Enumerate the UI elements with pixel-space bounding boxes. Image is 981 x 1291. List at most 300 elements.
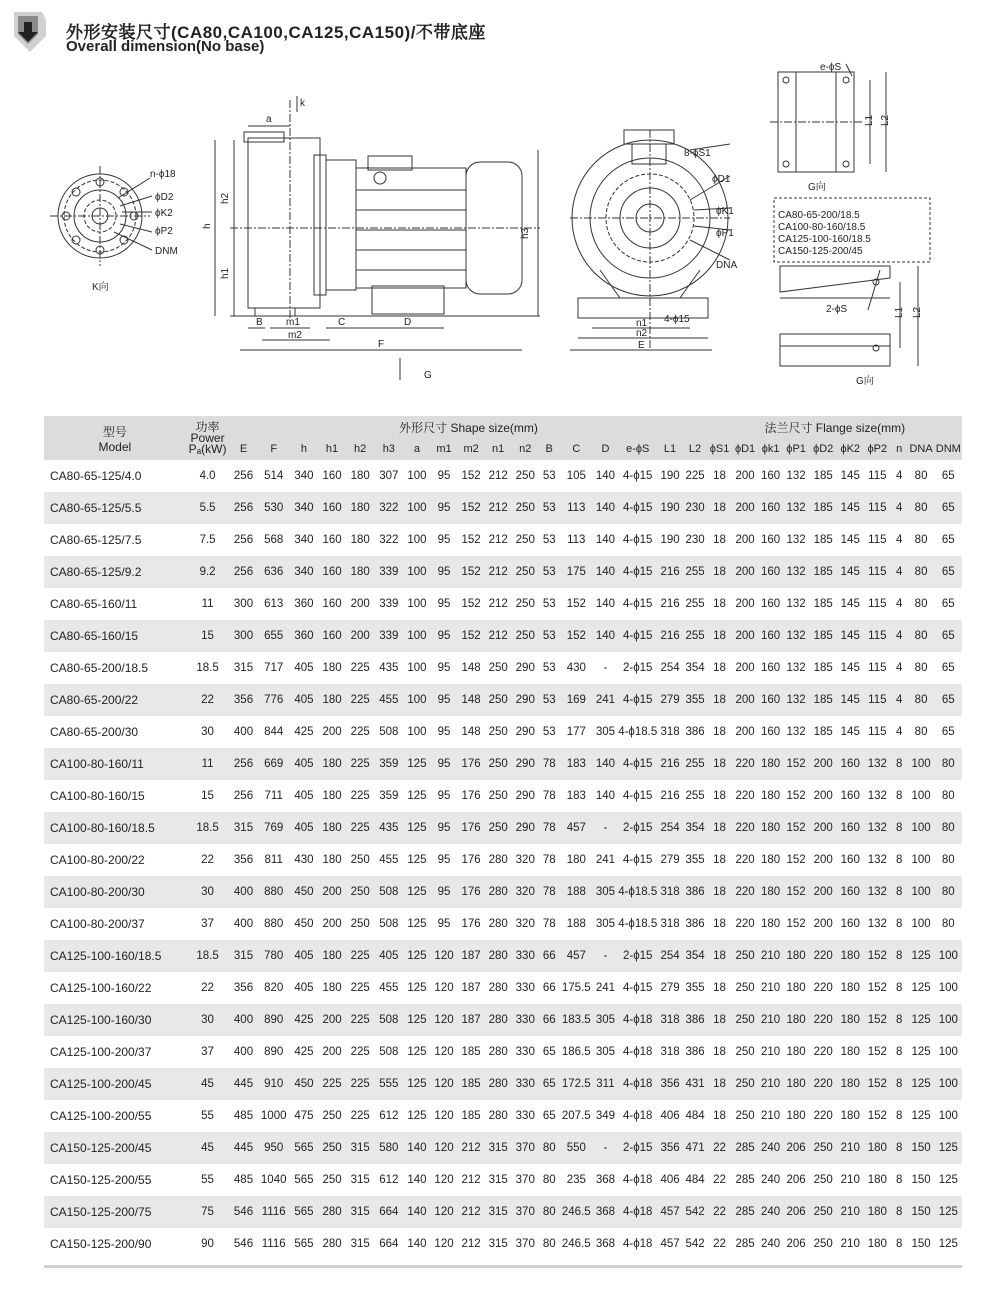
table-cell: 185 xyxy=(810,492,837,524)
table-cell: 125 xyxy=(908,1036,935,1068)
table-cell: 65 xyxy=(935,524,962,556)
table-cell: 100 xyxy=(935,1004,962,1036)
table-cell: 160 xyxy=(837,908,864,940)
table-cell: 148 xyxy=(458,716,485,748)
table-cell: 340 xyxy=(290,460,318,492)
table-cell: 152 xyxy=(864,940,891,972)
table-cell: 80 xyxy=(908,620,935,652)
table-cell: 246.5 xyxy=(560,1228,593,1260)
table-row xyxy=(44,588,962,620)
table-cell: 180 xyxy=(783,1036,810,1068)
table-cell: 664 xyxy=(374,1228,403,1260)
table-cell: 256 xyxy=(229,524,257,556)
table-cell: 279 xyxy=(658,844,683,876)
table-cell: 78 xyxy=(539,748,560,780)
table-cell: 120 xyxy=(430,972,457,1004)
column-header: a xyxy=(403,438,430,460)
table-cell: 4 xyxy=(891,620,908,652)
table-cell: 18 xyxy=(708,1004,732,1036)
table-cell: 613 xyxy=(258,588,290,620)
column-header: h2 xyxy=(346,438,374,460)
table-row xyxy=(44,1068,962,1100)
label-l2: L2 xyxy=(880,114,891,126)
table-cell: 339 xyxy=(374,620,403,652)
table-cell: 176 xyxy=(458,812,485,844)
table-cell: 45 xyxy=(186,1068,230,1100)
label-n-s18: n-ϕ18 xyxy=(150,169,176,180)
table-cell: 550 xyxy=(560,1132,593,1164)
table-cell: 200 xyxy=(318,1036,346,1068)
table-cell: 125 xyxy=(908,1100,935,1132)
table-cell: 152 xyxy=(783,812,810,844)
table-cell: 187 xyxy=(458,1004,485,1036)
table-row xyxy=(44,812,962,844)
spec-table-body xyxy=(44,460,962,1260)
table-cell: 200 xyxy=(732,460,759,492)
note-model-2: CA100-80-160/18.5 xyxy=(778,222,866,233)
table-cell: 250 xyxy=(318,1164,346,1196)
table-cell: 8 xyxy=(891,748,908,780)
table-cell: 120 xyxy=(430,1100,457,1132)
table-cell: 225 xyxy=(346,972,374,1004)
model-cell: CA80-65-200/18.5 xyxy=(44,652,186,684)
table-cell: 80 xyxy=(935,780,962,812)
table-cell: 212 xyxy=(485,460,512,492)
table-cell: 4 xyxy=(891,460,908,492)
table-cell: 216 xyxy=(658,780,683,812)
table-cell: 279 xyxy=(658,684,683,716)
column-header: ϕD2 xyxy=(810,438,837,460)
model-cell: CA125-100-160/22 xyxy=(44,972,186,1004)
table-cell: 180 xyxy=(837,1004,864,1036)
table-cell: 22 xyxy=(186,844,230,876)
table-cell: 455 xyxy=(374,972,403,1004)
table-cell: 280 xyxy=(485,908,512,940)
label-e-s: e-ϕS xyxy=(820,62,842,73)
table-cell: 80 xyxy=(935,812,962,844)
table-cell: 176 xyxy=(458,844,485,876)
table-cell: 80 xyxy=(908,652,935,684)
table-cell: 8 xyxy=(891,1196,908,1228)
table-row xyxy=(44,748,962,780)
table-cell: 180 xyxy=(318,652,346,684)
table-cell: 250 xyxy=(346,876,374,908)
table-cell: 200 xyxy=(810,844,837,876)
table-cell: 250 xyxy=(732,940,759,972)
table-cell: 18 xyxy=(708,1100,732,1132)
table-cell: 300 xyxy=(229,588,257,620)
table-cell: 140 xyxy=(593,748,618,780)
table-cell: 120 xyxy=(430,1068,457,1100)
table-cell: 1040 xyxy=(258,1164,290,1196)
table-cell: - xyxy=(593,652,618,684)
table-cell: 250 xyxy=(485,812,512,844)
table-cell: 115 xyxy=(864,556,891,588)
table-cell: 55 xyxy=(186,1100,230,1132)
column-header: n xyxy=(891,438,908,460)
model-cell: CA100-80-200/22 xyxy=(44,844,186,876)
table-cell: 354 xyxy=(683,652,708,684)
model-cell: CA100-80-200/30 xyxy=(44,876,186,908)
table-cell: 405 xyxy=(290,652,318,684)
table-cell: 18 xyxy=(708,844,732,876)
table-cell: 455 xyxy=(374,684,403,716)
table-cell: 318 xyxy=(658,1036,683,1068)
table-cell: 152 xyxy=(458,524,485,556)
table-cell: 190 xyxy=(658,524,683,556)
table-cell: 45 xyxy=(186,1132,230,1164)
table-cell: 80 xyxy=(908,524,935,556)
table-cell: 4 xyxy=(891,492,908,524)
table-cell: 300 xyxy=(229,620,257,652)
table-cell: 132 xyxy=(864,908,891,940)
table-cell: 206 xyxy=(783,1228,810,1260)
table-cell: 80 xyxy=(539,1228,560,1260)
table-cell: 22 xyxy=(708,1164,732,1196)
table-cell: 160 xyxy=(837,812,864,844)
table-cell: 225 xyxy=(346,1068,374,1100)
table-cell: 250 xyxy=(512,492,539,524)
table-cell: 580 xyxy=(374,1132,403,1164)
flange-size-header: 法兰尺寸 Flange size(mm) xyxy=(708,416,962,438)
model-cell: CA150-125-200/45 xyxy=(44,1132,186,1164)
table-cell: 152 xyxy=(458,588,485,620)
table-cell: 4-ϕ18 xyxy=(618,1100,658,1132)
table-cell: 152 xyxy=(864,1100,891,1132)
power-header-cn: 功率 xyxy=(195,419,220,434)
table-cell: 220 xyxy=(732,748,759,780)
table-cell: 285 xyxy=(732,1228,759,1260)
table-cell: 250 xyxy=(512,588,539,620)
table-cell: 565 xyxy=(290,1196,318,1228)
table-cell: 180 xyxy=(346,492,374,524)
table-cell: 212 xyxy=(485,620,512,652)
table-cell: 250 xyxy=(485,780,512,812)
table-cell: 132 xyxy=(783,556,810,588)
table-cell: 78 xyxy=(539,844,560,876)
table-cell: 125 xyxy=(403,1068,430,1100)
table-cell: 185 xyxy=(810,684,837,716)
table-cell: 8 xyxy=(891,812,908,844)
table-cell: 180 xyxy=(318,684,346,716)
table-cell: 225 xyxy=(346,1004,374,1036)
table-cell: 4-ϕ18.5 xyxy=(618,908,658,940)
table-cell: 160 xyxy=(318,556,346,588)
table-cell: 180 xyxy=(783,1068,810,1100)
table-cell: 255 xyxy=(683,556,708,588)
table-cell: 200 xyxy=(732,492,759,524)
table-cell: 152 xyxy=(783,780,810,812)
table-cell: 18 xyxy=(708,492,732,524)
model-header xyxy=(44,416,186,460)
table-cell: 180 xyxy=(837,1036,864,1068)
table-cell: 370 xyxy=(512,1164,539,1196)
table-cell: 241 xyxy=(593,844,618,876)
table-cell: 132 xyxy=(783,652,810,684)
table-cell: 320 xyxy=(512,876,539,908)
table-cell: 890 xyxy=(258,1004,290,1036)
table-row xyxy=(44,460,962,492)
table-cell: 145 xyxy=(837,716,864,748)
page-title-cn: 外形安装尺寸(CA80,CA100,CA125,CA150)/不带底座 xyxy=(66,23,486,42)
table-cell: 11 xyxy=(186,588,230,620)
table-cell: 254 xyxy=(658,940,683,972)
table-cell: 132 xyxy=(783,460,810,492)
model-header-en: Model xyxy=(98,439,132,454)
table-cell: 8 xyxy=(891,1164,908,1196)
table-cell: 4-ϕ15 xyxy=(618,972,658,1004)
table-cell: 769 xyxy=(258,812,290,844)
table-cell: 11 xyxy=(186,748,230,780)
column-header: E xyxy=(229,438,257,460)
table-cell: 212 xyxy=(485,492,512,524)
table-cell: 140 xyxy=(593,524,618,556)
table-cell: 200 xyxy=(732,588,759,620)
table-cell: 2-ϕ15 xyxy=(618,652,658,684)
table-cell: 132 xyxy=(864,748,891,780)
table-cell: 880 xyxy=(258,908,290,940)
table-cell: 53 xyxy=(539,492,560,524)
table-cell: 100 xyxy=(935,972,962,1004)
table-cell: 185 xyxy=(810,716,837,748)
model-cell: CA80-65-200/30 xyxy=(44,716,186,748)
table-cell: 132 xyxy=(783,524,810,556)
table-cell: 565 xyxy=(290,1132,318,1164)
table-cell: 210 xyxy=(759,1068,783,1100)
table-cell: 125 xyxy=(908,1004,935,1036)
table-cell: 450 xyxy=(290,908,318,940)
table-cell: - xyxy=(593,1132,618,1164)
model-cell: CA125-100-160/30 xyxy=(44,1004,186,1036)
table-cell: 140 xyxy=(593,780,618,812)
table-cell: 140 xyxy=(403,1228,430,1260)
table-cell: 152 xyxy=(458,460,485,492)
table-cell: 80 xyxy=(908,492,935,524)
table-cell: 80 xyxy=(908,460,935,492)
table-cell: 125 xyxy=(935,1196,962,1228)
table-cell: 100 xyxy=(908,908,935,940)
table-cell: 210 xyxy=(759,1100,783,1132)
table-cell: 120 xyxy=(430,1132,457,1164)
table-cell: 160 xyxy=(759,652,783,684)
table-cell: 180 xyxy=(318,780,346,812)
column-header: n1 xyxy=(485,438,512,460)
table-cell: 225 xyxy=(346,684,374,716)
table-cell: 180 xyxy=(318,972,346,1004)
table-cell: 186.5 xyxy=(560,1036,593,1068)
label-k2: ϕK2 xyxy=(155,208,173,219)
table-cell: 53 xyxy=(539,620,560,652)
table-cell: 18 xyxy=(708,876,732,908)
table-cell: 4-ϕ15 xyxy=(618,620,658,652)
table-cell: 132 xyxy=(783,716,810,748)
table-cell: 8 xyxy=(891,1036,908,1068)
table-cell: 445 xyxy=(229,1068,257,1100)
table-cell: 150 xyxy=(908,1164,935,1196)
table-cell: 315 xyxy=(346,1196,374,1228)
table-cell: 339 xyxy=(374,556,403,588)
label-g-view: G向 xyxy=(808,182,826,193)
table-cell: 200 xyxy=(318,1004,346,1036)
table-cell: 844 xyxy=(258,716,290,748)
table-cell: 405 xyxy=(290,684,318,716)
table-cell: 330 xyxy=(512,1036,539,1068)
table-cell: 160 xyxy=(318,620,346,652)
table-cell: 405 xyxy=(290,972,318,1004)
table-cell: 185 xyxy=(810,460,837,492)
table-cell: 145 xyxy=(837,684,864,716)
table-cell: 8 xyxy=(891,972,908,1004)
table-cell: 18 xyxy=(708,684,732,716)
column-header: m1 xyxy=(430,438,457,460)
table-cell: 4 xyxy=(891,556,908,588)
table-cell: 152 xyxy=(458,556,485,588)
table-cell: 457 xyxy=(658,1196,683,1228)
table-cell: 315 xyxy=(485,1196,512,1228)
table-cell: 160 xyxy=(318,460,346,492)
table-cell: 65 xyxy=(935,492,962,524)
table-cell: 80 xyxy=(539,1132,560,1164)
table-cell: 100 xyxy=(403,524,430,556)
table-cell: 457 xyxy=(560,940,593,972)
table-cell: 216 xyxy=(658,748,683,780)
table-cell: 250 xyxy=(810,1164,837,1196)
table-cell: 216 xyxy=(658,588,683,620)
table-cell: 320 xyxy=(512,844,539,876)
table-cell: 256 xyxy=(229,492,257,524)
table-row xyxy=(44,1100,962,1132)
table-cell: 200 xyxy=(318,716,346,748)
label-k-view: K向 xyxy=(92,282,109,293)
table-cell: 212 xyxy=(458,1196,485,1228)
table-cell: 15 xyxy=(186,620,230,652)
table-cell: 18 xyxy=(708,972,732,1004)
table-cell: 140 xyxy=(593,588,618,620)
table-cell: 4-ϕ18 xyxy=(618,1004,658,1036)
table-cell: 4-ϕ15 xyxy=(618,748,658,780)
table-cell: 132 xyxy=(783,492,810,524)
label-rail-g-view: G向 xyxy=(856,376,874,387)
table-cell: 120 xyxy=(430,1196,457,1228)
table-cell: 160 xyxy=(837,844,864,876)
table-cell: 206 xyxy=(783,1164,810,1196)
table-cell: 120 xyxy=(430,1004,457,1036)
table-cell: 340 xyxy=(290,524,318,556)
table-cell: 160 xyxy=(759,524,783,556)
table-cell: - xyxy=(593,812,618,844)
table-cell: 246.5 xyxy=(560,1196,593,1228)
column-header: h xyxy=(290,438,318,460)
table-cell: 200 xyxy=(732,556,759,588)
table-cell: 230 xyxy=(683,492,708,524)
table-cell: 279 xyxy=(658,972,683,1004)
table-cell: 160 xyxy=(318,588,346,620)
note-model-4: CA150-125-200/45 xyxy=(778,246,863,257)
table-row xyxy=(44,940,962,972)
column-header: F xyxy=(258,438,290,460)
table-cell: 180 xyxy=(783,1004,810,1036)
table-cell: 80 xyxy=(935,876,962,908)
table-cell: 132 xyxy=(864,780,891,812)
table-cell: 250 xyxy=(732,1036,759,1068)
table-cell: 655 xyxy=(258,620,290,652)
table-cell: 280 xyxy=(485,1004,512,1036)
table-cell: 4 xyxy=(891,716,908,748)
table-cell: 152 xyxy=(783,908,810,940)
column-header: L1 xyxy=(658,438,683,460)
table-cell: 890 xyxy=(258,1036,290,1068)
table-cell: 66 xyxy=(539,1004,560,1036)
table-cell: 185 xyxy=(458,1100,485,1132)
table-cell: 240 xyxy=(759,1132,783,1164)
table-cell: 53 xyxy=(539,652,560,684)
label-g: G xyxy=(424,370,432,381)
column-header: ϕk1 xyxy=(759,438,783,460)
table-cell: 225 xyxy=(346,1100,374,1132)
column-header: ϕS1 xyxy=(708,438,732,460)
table-cell: 190 xyxy=(658,492,683,524)
pump-front-view xyxy=(570,130,730,350)
table-cell: 200 xyxy=(318,876,346,908)
label-a: a xyxy=(266,114,272,125)
table-cell: 200 xyxy=(346,620,374,652)
table-cell: 125 xyxy=(908,940,935,972)
table-cell: 485 xyxy=(229,1164,257,1196)
table-cell: 175 xyxy=(560,556,593,588)
table-cell: 100 xyxy=(403,620,430,652)
table-cell: 212 xyxy=(458,1132,485,1164)
table-cell: 280 xyxy=(485,972,512,1004)
note-model-3: CA125-100-160/18.5 xyxy=(778,234,871,245)
table-cell: 172.5 xyxy=(560,1068,593,1100)
table-cell: 322 xyxy=(374,492,403,524)
table-cell: 100 xyxy=(403,460,430,492)
model-cell: CA80-65-160/11 xyxy=(44,588,186,620)
table-row xyxy=(44,844,962,876)
table-cell: 406 xyxy=(658,1164,683,1196)
table-cell: 400 xyxy=(229,716,257,748)
table-cell: 140 xyxy=(593,492,618,524)
column-header: ϕP1 xyxy=(783,438,810,460)
table-cell: 2-ϕ15 xyxy=(618,812,658,844)
table-cell: 132 xyxy=(864,876,891,908)
table-cell: 711 xyxy=(258,780,290,812)
table-cell: 285 xyxy=(732,1164,759,1196)
table-cell: 216 xyxy=(658,556,683,588)
table-cell: 305 xyxy=(593,1004,618,1036)
table-cell: 100 xyxy=(403,556,430,588)
table-cell: 368 xyxy=(593,1164,618,1196)
table-cell: 425 xyxy=(290,1036,318,1068)
table-cell: 255 xyxy=(683,588,708,620)
table-cell: 1116 xyxy=(258,1196,290,1228)
table-cell: 145 xyxy=(837,588,864,620)
table-cell: 355 xyxy=(683,844,708,876)
table-cell: 406 xyxy=(658,1100,683,1132)
table-cell: 254 xyxy=(658,652,683,684)
table-cell: 250 xyxy=(732,1004,759,1036)
table-cell: 80 xyxy=(539,1164,560,1196)
table-cell: 256 xyxy=(229,556,257,588)
table-cell: 4-ϕ15 xyxy=(618,492,658,524)
table-cell: 508 xyxy=(374,1036,403,1068)
table-cell: 565 xyxy=(290,1164,318,1196)
table-cell: 405 xyxy=(290,812,318,844)
label-h3: h3 xyxy=(520,227,531,239)
label-p1: ϕP1 xyxy=(716,228,734,239)
table-cell: 95 xyxy=(430,652,457,684)
table-cell: 484 xyxy=(683,1100,708,1132)
